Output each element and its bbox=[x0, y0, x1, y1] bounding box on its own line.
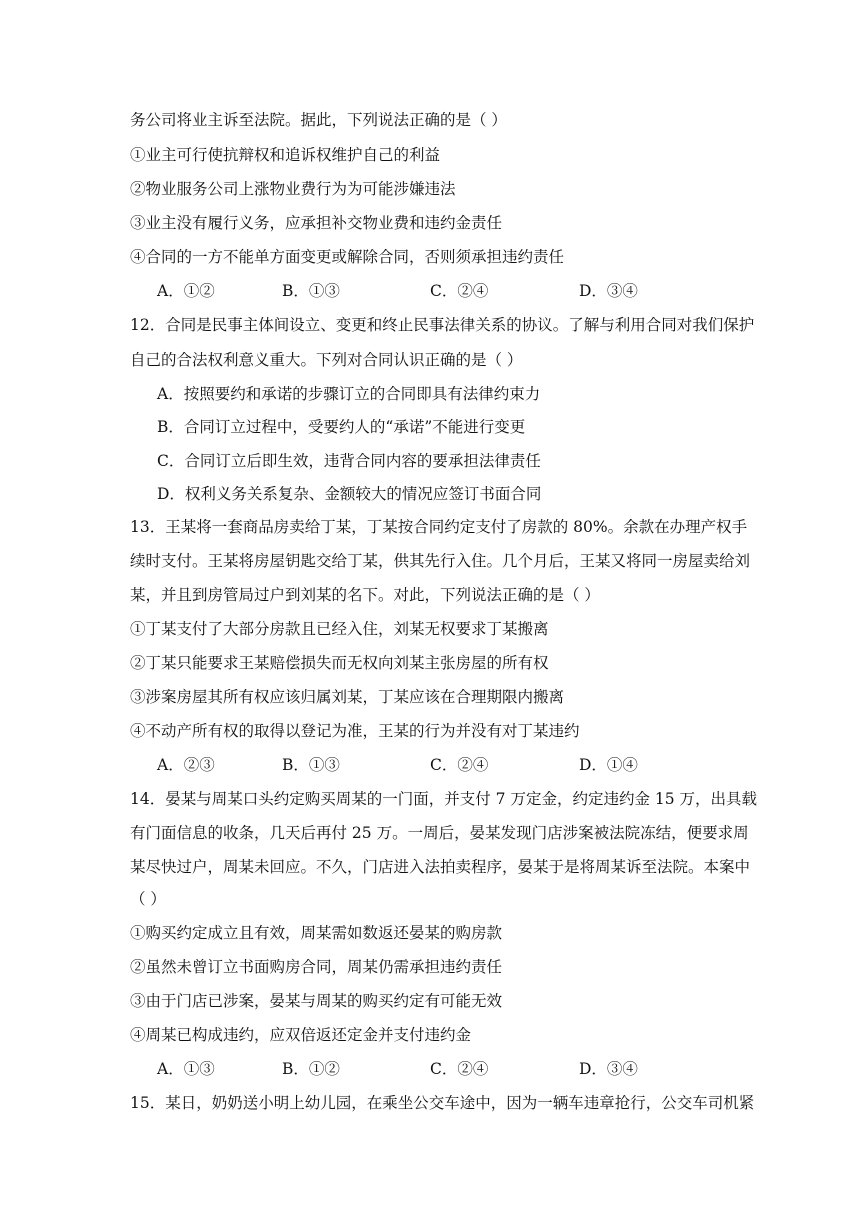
q13-item-1: ①丁某支付了大部分房款且已经入住，刘某无权要求丁某搬离 bbox=[130, 620, 549, 638]
q14-stem-line-4: （ ） bbox=[130, 890, 166, 908]
q14-stem-line-3: 某尽快过户，周某未回应。不久，门店进入法拍卖程序，晏某于是将周某诉至法院。本案中 bbox=[130, 858, 751, 876]
q11-item-3: ③业主没有履行义务，应承担补交物业费和违约金责任 bbox=[130, 214, 503, 232]
q14-item-2: ②虽然未曾订立书面购房合同，周某仍需承担违约责任 bbox=[130, 958, 503, 976]
q14-options bbox=[157, 1059, 757, 1079]
q14-item-1: ①购买约定成立且有效，周某需如数返还晏某的购房款 bbox=[130, 924, 503, 942]
q12-option-d[interactable]: D．权利义务关系复杂、金额较大的情况应签订书面合同 bbox=[157, 485, 542, 503]
q14-option-c[interactable]: C．②④ bbox=[430, 1060, 489, 1078]
q15-stem-line-1: 15．某日，奶奶送小明上幼儿园，在乘坐公交车途中，因为一辆车违章抢行，公交车司机紧 bbox=[130, 1094, 755, 1112]
q14-option-a[interactable]: A．①③ bbox=[157, 1060, 215, 1078]
q11-item-1: ①业主可行使抗辩权和追诉权维护自己的利益 bbox=[130, 146, 441, 164]
q14-stem-line-1: 14．晏某与周某口头约定购买周某的一门面，并支付 7 万定金，约定违约金 15 万，出具载 bbox=[130, 790, 758, 808]
q13-option-c[interactable]: C．②④ bbox=[430, 756, 489, 774]
q11-option-a[interactable]: A．①② bbox=[157, 282, 215, 300]
q13-stem-line-3: 某，并且到房管局过户到刘某的名下。对此，下列说法正确的是（ ） bbox=[130, 586, 600, 604]
q12-option-a[interactable]: A．按照要约和承诺的步骤订立的合同即具有法律约束力 bbox=[157, 385, 541, 403]
q13-option-a[interactable]: A．②③ bbox=[157, 756, 215, 774]
q12-option-b[interactable]: B．合同订立过程中，受要约人的“承诺”不能进行变更 bbox=[157, 418, 526, 436]
q13-option-d[interactable]: D．①④ bbox=[579, 756, 638, 774]
q11-stem: 务公司将业主诉至法院。据此，下列说法正确的是（ ） bbox=[130, 111, 507, 129]
q11-option-c[interactable]: C．②④ bbox=[430, 282, 489, 300]
q13-item-4: ④不动产所有权的取得以登记为准，王某的行为并没有对丁某违约 bbox=[130, 722, 580, 740]
q13-options bbox=[157, 755, 757, 775]
q11-item-4: ④合同的一方不能单方面变更或解除合同，否则须承担违约责任 bbox=[130, 248, 565, 266]
q11-item-2: ②物业服务公司上涨物业费行为为可能涉嫌违法 bbox=[130, 180, 456, 198]
q14-option-d[interactable]: D．③④ bbox=[579, 1060, 638, 1078]
q14-stem-line-2: 有门面信息的收条，几天后再付 25 万。一周后，晏某发现门店涉案被法院冻结，便要求周 bbox=[130, 824, 749, 842]
q14-option-b[interactable]: B．①② bbox=[282, 1060, 340, 1078]
q11-option-d[interactable]: D．③④ bbox=[579, 282, 638, 300]
q14-item-4: ④周某已构成违约，应双倍返还定金并支付违约金 bbox=[130, 1026, 472, 1044]
q13-item-2: ②丁某只能要求王某赔偿损失而无权向刘某主张房屋的所有权 bbox=[130, 654, 549, 672]
q12-stem-line-1: 12．合同是民事主体间设立、变更和终止民事法律关系的协议。了解与利用合同对我们保护 bbox=[130, 316, 755, 334]
q13-item-3: ③涉案房屋其所有权应该归属刘某，丁某应该在合理期限内搬离 bbox=[130, 688, 565, 706]
q13-stem-line-1: 13．王某将一套商品房卖给丁某，丁某按合同约定支付了房款的 80%。余款在办理产权手 bbox=[130, 518, 748, 536]
q11-option-b[interactable]: B．①③ bbox=[282, 282, 340, 300]
q13-option-b[interactable]: B．①③ bbox=[282, 756, 340, 774]
q12-option-c[interactable]: C．合同订立后即生效，违背合同内容的要承担法律责任 bbox=[157, 452, 541, 470]
q11-options bbox=[157, 281, 757, 301]
q14-item-3: ③由于门店已涉案，晏某与周某的购买约定有可能无效 bbox=[130, 992, 503, 1010]
q13-stem-line-2: 续时支付。王某将房屋钥匙交给丁某，供其先行入住。几个月后，王某又将同一房屋卖给刘 bbox=[130, 552, 751, 570]
q12-stem-line-2: 自己的合法权利意义重大。下列对合同认识正确的是（ ） bbox=[130, 351, 523, 369]
